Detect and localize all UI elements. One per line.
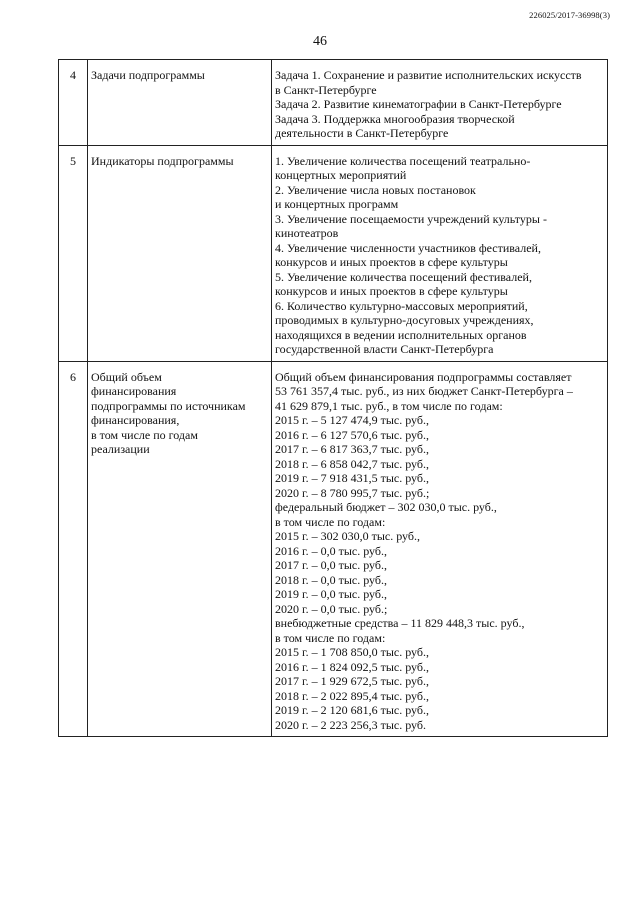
row-content-line: 1. Увеличение количества посещений театрально-	[275, 153, 531, 168]
row-content-line: 53 761 357,4 тыс. руб., из них бюджет Санкт-Петербурга –	[275, 384, 573, 398]
row-content-line: конкурсов и иных проектов в сфере культуры	[275, 284, 508, 298]
row-content-line: Общий объем финансирования подпрограммы составляет	[275, 369, 572, 384]
row-content-line: 2016 г. – 0,0 тыс. руб.,	[275, 543, 387, 558]
row-number: 4	[59, 60, 88, 146]
row-content-line: 2. Увеличение числа новых постановок	[275, 182, 476, 197]
row-content-line: концертных мероприятий	[275, 168, 407, 182]
row-content-line: в том числе по годам:	[275, 630, 386, 645]
row-content-line: 2015 г. – 302 030,0 тыс. руб.,	[275, 529, 420, 543]
row-content-line: 2019 г. – 7 918 431,5 тыс. руб.,	[275, 471, 429, 485]
row-content-line: кинотеатров	[275, 226, 339, 240]
row-content-line: 2015 г. – 1 708 850,0 тыс. руб.,	[275, 645, 429, 659]
row-content-line: федеральный бюджет – 302 030,0 тыс. руб.,	[275, 500, 497, 514]
row-content-line: и концертных программ	[275, 197, 399, 211]
row-content-line: 2017 г. – 6 817 363,7 тыс. руб.,	[275, 442, 429, 456]
row-content-line: 3. Увеличение посещаемости учреждений культуры -	[275, 211, 547, 226]
row-label-cell	[88, 60, 272, 146]
table-body	[59, 60, 608, 737]
row-number: 5	[59, 145, 88, 361]
row-label-line: финансирования,	[91, 413, 180, 427]
row-content-line: 2020 г. – 8 780 995,7 тыс. руб.;	[275, 485, 430, 500]
row-label-cell	[88, 145, 272, 361]
row-content-cell	[272, 145, 608, 361]
subprogram-passport-table	[58, 59, 608, 737]
document-id: 226025/2017-36998(3)	[529, 10, 610, 20]
table-row	[59, 60, 608, 146]
page-number: 46	[313, 34, 327, 49]
row-content-cell	[272, 60, 608, 146]
row-content-line: 41 629 879,1 тыс. руб., в том числе по годам:	[275, 398, 503, 413]
row-content-line: 2018 г. – 2 022 895,4 тыс. руб.,	[275, 688, 429, 703]
row-label-line: Индикаторы подпрограммы	[91, 153, 234, 168]
row-content-line: 2020 г. – 2 223 256,3 тыс. руб.	[275, 717, 426, 732]
row-number: 6	[59, 361, 88, 737]
row-content-line: 2015 г. – 5 127 474,9 тыс. руб.,	[275, 413, 429, 427]
row-content-cell	[272, 361, 608, 737]
row-content-line: конкурсов и иных проектов в сфере культуры	[275, 255, 508, 269]
row-label-line: реализации	[91, 442, 150, 456]
row-content-line: Задача 3. Поддержка многообразия творческой	[275, 111, 515, 126]
row-content-line: Задача 2. Развитие кинематографии в Санкт-Петербурге	[275, 97, 562, 111]
row-label-line: Общий объем	[91, 369, 162, 384]
row-label-line: подпрограммы по источникам	[91, 398, 246, 413]
row-content-line: государственной власти Санкт-Петербурга	[275, 342, 494, 356]
row-content-line: 2019 г. – 0,0 тыс. руб.,	[275, 587, 387, 601]
row-content-line: 2016 г. – 1 824 092,5 тыс. руб.,	[275, 659, 429, 674]
row-content-line: 2017 г. – 0,0 тыс. руб.,	[275, 558, 387, 572]
row-content-line: 4. Увеличение численности участников фестивалей,	[275, 240, 541, 255]
row-content-line: 2018 г. – 6 858 042,7 тыс. руб.,	[275, 456, 429, 471]
row-content-line: 6. Количество культурно-массовых мероприятий,	[275, 298, 528, 313]
row-content-line: 5. Увеличение количества посещений фестивалей,	[275, 269, 532, 284]
row-label-line: Задачи подпрограммы	[91, 68, 205, 82]
row-content-line: 2017 г. – 1 929 672,5 тыс. руб.,	[275, 674, 429, 688]
row-content-line: в том числе по годам:	[275, 514, 386, 529]
row-label-line: финансирования	[91, 384, 177, 398]
row-content-line: находящихся в ведении исполнительных органов	[275, 327, 527, 342]
row-content-line: Задача 1. Сохранение и развитие исполнительских искусств	[275, 68, 582, 82]
row-content-line: 2020 г. – 0,0 тыс. руб.;	[275, 601, 388, 616]
table-row	[59, 361, 608, 737]
row-content-line: 2018 г. – 0,0 тыс. руб.,	[275, 572, 387, 587]
row-label-line: в том числе по годам	[91, 427, 198, 442]
row-content-line: проводимых в культурно-досуговых учреждениях,	[275, 313, 534, 327]
row-label-cell	[88, 361, 272, 737]
table-row	[59, 145, 608, 361]
row-content-line: в Санкт-Петербурге	[275, 82, 377, 97]
row-content-line: 2019 г. – 2 120 681,6 тыс. руб.,	[275, 703, 429, 717]
row-content-line: внебюджетные средства – 11 829 448,3 тыс. руб.,	[275, 616, 525, 630]
row-content-line: 2016 г. – 6 127 570,6 тыс. руб.,	[275, 427, 429, 442]
row-content-line: деятельности в Санкт-Петербурге	[275, 126, 449, 140]
